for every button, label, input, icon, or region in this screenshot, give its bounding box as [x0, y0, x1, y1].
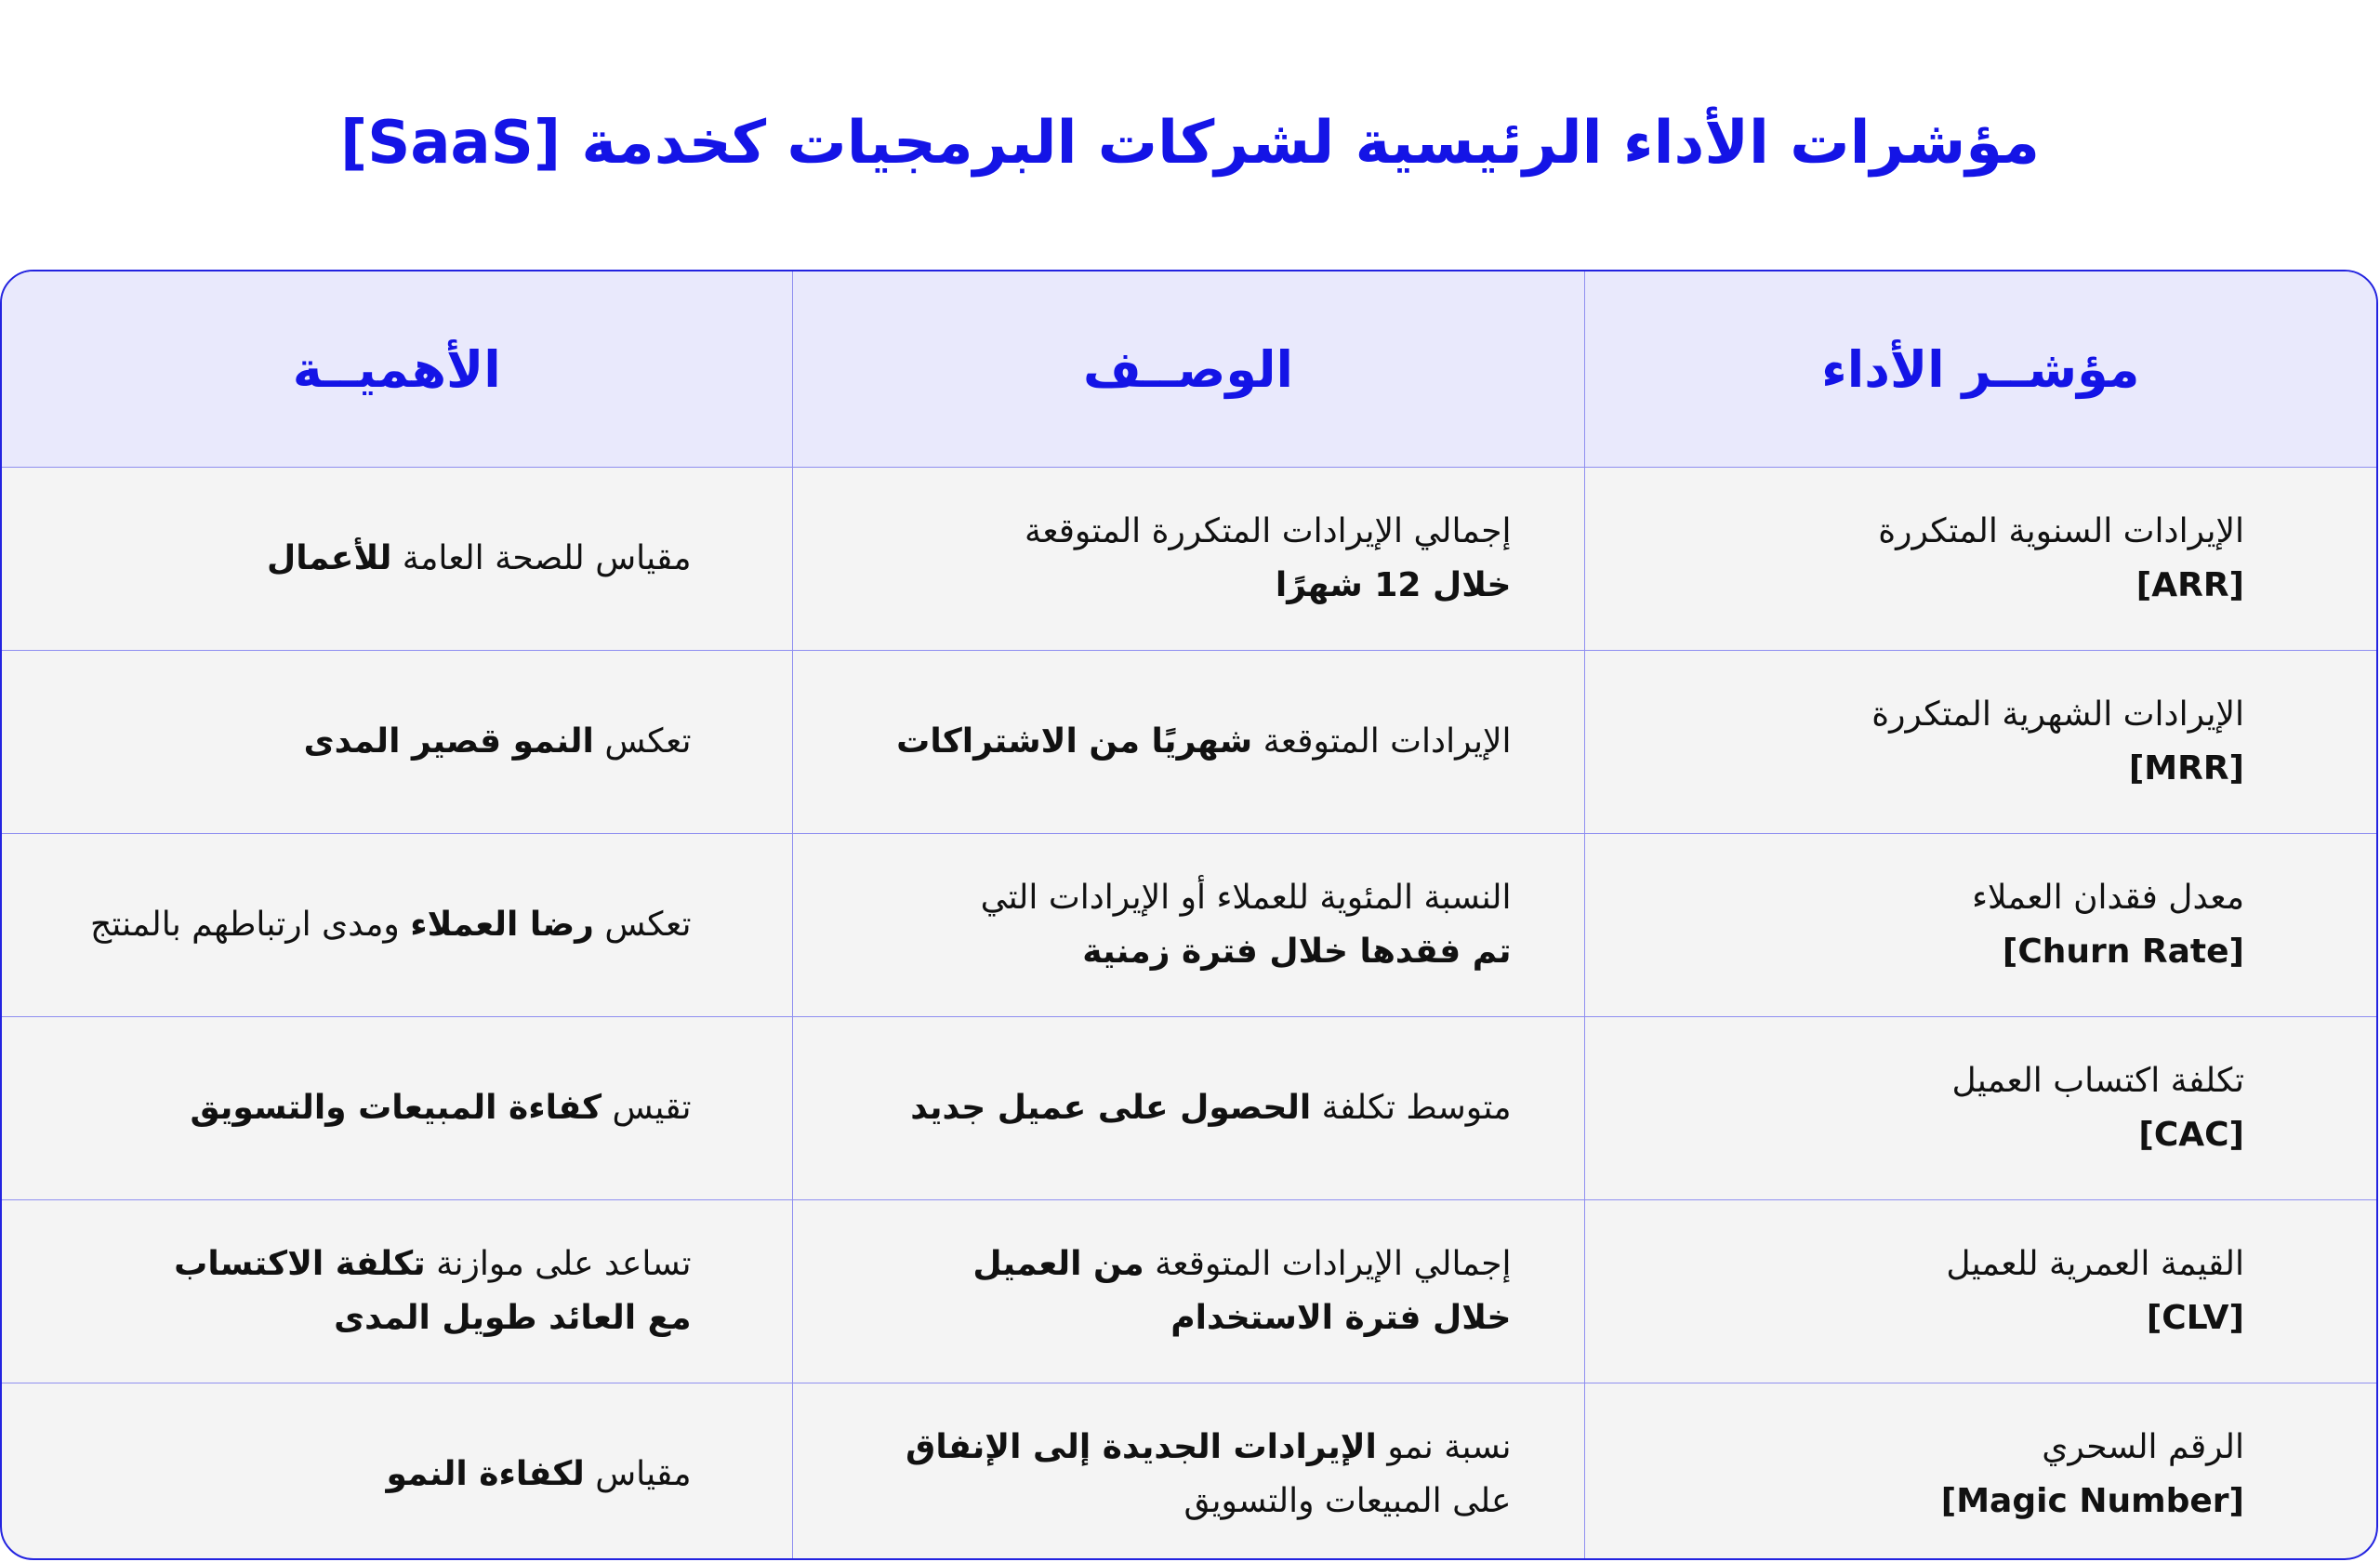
- description-cell: [792, 651, 1584, 834]
- kpi-name: الإيرادات السنوية المتكررة: [1878, 512, 2244, 550]
- page-title: مؤشرات الأداء الرئيسية لشركات البرمجيات كخدمة [SaaS]: [340, 109, 2040, 178]
- kpi-name: الرقم السحري: [2042, 1428, 2244, 1466]
- kpi-cell: [1584, 468, 2376, 651]
- importance-emphasis: تكلفة الاكتساب: [174, 1245, 426, 1283]
- description-text: الإيرادات المتوقعة: [1263, 722, 1512, 761]
- description-cell: [792, 834, 1584, 1017]
- table-row: [2, 651, 2376, 834]
- kpi-code: [Churn Rate]: [2002, 933, 2244, 971]
- importance-text: تساعد على موازنة: [436, 1245, 692, 1283]
- kpi-table: [2, 271, 2376, 1560]
- kpi-code: [CLV]: [2146, 1299, 2244, 1337]
- kpi-name: تكلفة اكتساب العميل: [1951, 1062, 2244, 1100]
- header-importance: الأهميــة: [2, 271, 792, 468]
- description-emphasis: الإيرادات الجديدة إلى الإنفاق: [906, 1428, 1377, 1466]
- description-text-2: على المبيعات والتسويق: [1183, 1482, 1512, 1520]
- description-cell: [792, 468, 1584, 651]
- header-kpi: مؤشــر الأداء: [1584, 271, 2376, 468]
- kpi-cell: [1584, 651, 2376, 834]
- description-emphasis: شهريًا من الاشتراكات: [896, 722, 1253, 761]
- description-emphasis: تم فقدها خلال فترة زمنية: [1082, 933, 1512, 971]
- importance-text-after: ومدى ارتباطهم بالمنتج: [89, 906, 400, 944]
- importance-text: مقياس للصحة العامة: [402, 539, 692, 577]
- table-row: [2, 1200, 2376, 1383]
- description-cell: [792, 1383, 1584, 1561]
- description-emphasis: الحصول على عميل جديد: [910, 1089, 1312, 1127]
- description-emphasis-2: خلال فترة الاستخدام: [1170, 1299, 1512, 1337]
- importance-emphasis: للأعمال: [267, 539, 392, 577]
- kpi-name: معدل فقدان العملاء: [1972, 879, 2244, 917]
- table-row: [2, 834, 2376, 1017]
- importance-cell: [2, 1017, 792, 1200]
- importance-emphasis: كفاءة المبيعات والتسويق: [190, 1089, 602, 1127]
- kpi-cell: [1584, 1200, 2376, 1383]
- kpi-code: [MRR]: [2128, 749, 2244, 788]
- description-text: نسبة نمو: [1387, 1428, 1512, 1466]
- description-text: النسبة المئوية للعملاء أو الإيرادات التي: [980, 879, 1512, 917]
- description-text: متوسط تكلفة: [1321, 1089, 1512, 1127]
- kpi-code: [CAC]: [2138, 1116, 2244, 1154]
- table-header-row: [2, 271, 2376, 468]
- kpi-name: الإيرادات الشهرية المتكررة: [1871, 695, 2244, 734]
- importance-text: مقياس: [595, 1455, 692, 1493]
- kpi-cell: [1584, 1383, 2376, 1561]
- header-description: الوصــف: [792, 271, 1584, 468]
- importance-text: تعكس: [604, 906, 692, 944]
- table-row: [2, 1017, 2376, 1200]
- table-row: [2, 468, 2376, 651]
- kpi-code: [ARR]: [2135, 566, 2244, 604]
- importance-cell: [2, 1383, 792, 1561]
- importance-emphasis: رضا العملاء: [410, 906, 594, 944]
- importance-cell: [2, 834, 792, 1017]
- importance-cell: [2, 468, 792, 651]
- description-cell: [792, 1200, 1584, 1383]
- importance-emphasis: لكفاءة النمو: [386, 1455, 585, 1493]
- kpi-cell: [1584, 1017, 2376, 1200]
- importance-cell: [2, 651, 792, 834]
- importance-emphasis: النمو قصير المدى: [303, 722, 594, 761]
- description-cell: [792, 1017, 1584, 1200]
- kpi-table-container: [0, 270, 2378, 1560]
- importance-text: تعكس: [604, 722, 692, 761]
- description-text: إجمالي الإيرادات المتكررة المتوقعة: [1025, 512, 1512, 550]
- table-row: [2, 1383, 2376, 1561]
- description-emphasis: من العميل: [972, 1245, 1144, 1283]
- importance-text: تقيس: [612, 1089, 692, 1127]
- importance-cell: [2, 1200, 792, 1383]
- kpi-cell: [1584, 834, 2376, 1017]
- kpi-name: القيمة العمرية للعميل: [1946, 1245, 2244, 1283]
- description-emphasis: خلال 12 شهرًا: [1275, 566, 1512, 604]
- description-text: إجمالي الإيرادات المتوقعة: [1155, 1245, 1512, 1283]
- importance-emphasis-2: مع العائد طويل المدى: [334, 1299, 692, 1337]
- kpi-code: [Magic Number]: [1940, 1482, 2244, 1520]
